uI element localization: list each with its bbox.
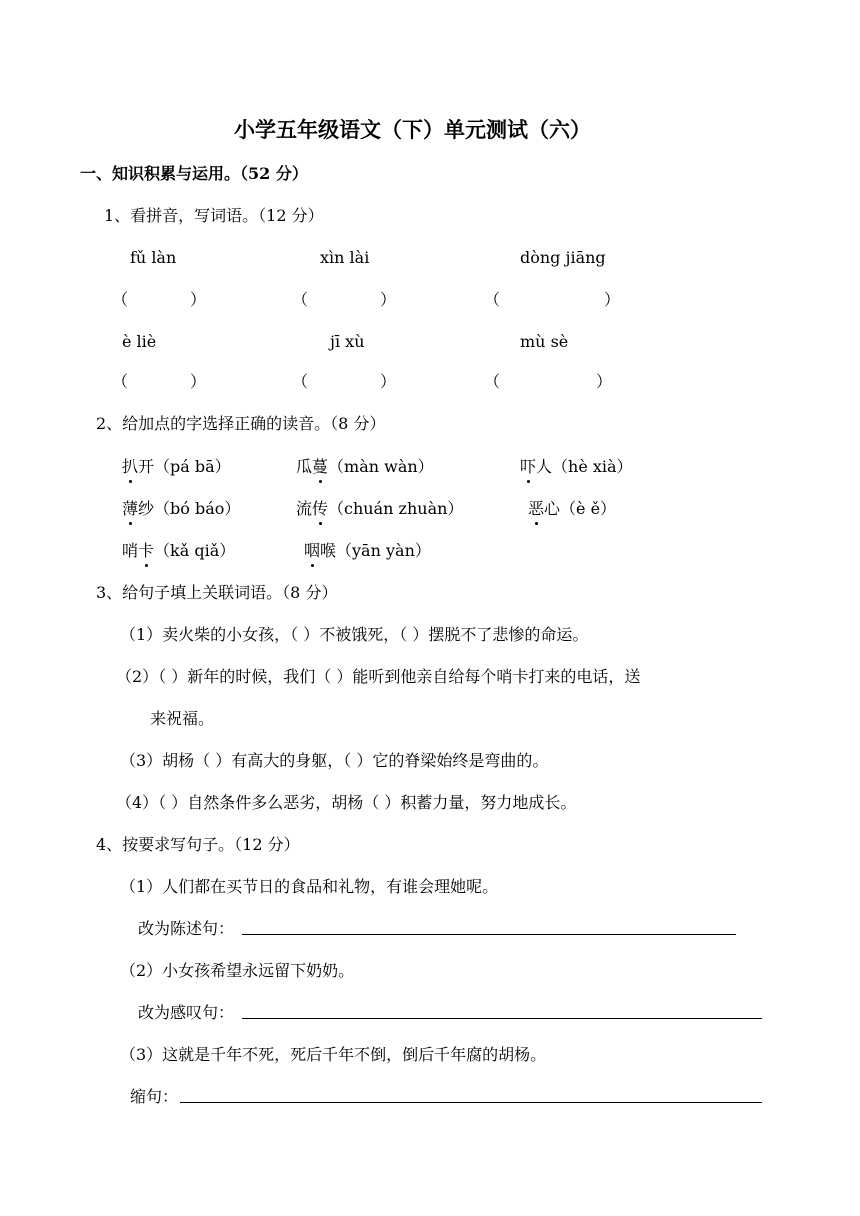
q4-sentence-3: （3）这就是千年不死，死后千年不倒，倒后千年腐的胡杨。	[120, 1045, 547, 1064]
q4-prompt-1: 改为陈述句：	[138, 919, 235, 938]
q3-sentence-3: （3）胡杨（ ）有高大的身躯，（ ）它的脊梁始终是弯曲的。	[120, 751, 549, 770]
reading-item: 咽喉（yān yàn）	[304, 541, 431, 560]
answer-box-6-close: ）	[596, 372, 613, 391]
answer-box-4-close: ）	[190, 372, 207, 391]
q4-prompt-2: 改为感叹句：	[138, 1003, 235, 1022]
answer-box-2-close: ）	[380, 290, 397, 309]
dotted-char: 蔓	[312, 457, 329, 476]
dotted-char: 咽	[304, 541, 321, 560]
answer-line-1[interactable]	[242, 934, 736, 935]
dotted-char: 薄	[122, 499, 139, 518]
dotted-char: 传	[312, 499, 329, 518]
answer-box-1-close: ）	[190, 290, 207, 309]
reading-item: 扒开（pá bā）	[122, 457, 231, 476]
dotted-char: 卡	[138, 541, 155, 560]
pinyin-2: xìn lài	[320, 248, 370, 267]
q3-sentence-4: （4）（ ）自然条件多么恶劣，胡杨（ ）积蓄力量，努力地成长。	[116, 793, 577, 812]
q1-heading: 1、看拼音，写词语。（12 分）	[104, 206, 324, 225]
q3-sentence-1: （1）卖火柴的小女孩，（ ）不被饿死，（ ）摆脱不了悲惨的命运。	[120, 625, 589, 644]
answer-box-3-open: （	[484, 290, 501, 309]
pinyin-1: fǔ làn	[130, 248, 177, 267]
dotted-char: 吓	[520, 457, 537, 476]
reading-item: 瓜蔓（màn wàn）	[296, 457, 434, 476]
answer-box-5-close: ）	[380, 372, 397, 391]
pinyin-4: è liè	[122, 332, 157, 351]
answer-box-5-open: （	[292, 372, 309, 391]
reading-item: 哨卡（kǎ qiǎ）	[122, 541, 236, 560]
q4-sentence-1: （1）人们都在买节日的食品和礼物，有谁会理她呢。	[120, 877, 499, 896]
section-heading: 一、知识积累与运用。（52 分）	[80, 164, 308, 183]
pinyin-6: mù sè	[520, 332, 569, 351]
q2-heading: 2、给加点的字选择正确的读音。（8 分）	[96, 414, 386, 433]
reading-item: 流传（chuán zhuàn）	[296, 499, 464, 518]
q3-sentence-2: （2）（ ）新年的时候，我们（ ）能听到他亲自给每个哨卡打来的电话，送	[116, 667, 641, 686]
q3-sentence-2-cont: 来祝福。	[150, 709, 215, 728]
page-title: 小学五年级语文（下）单元测试（六）	[234, 117, 591, 142]
answer-box-1-open: （	[112, 290, 129, 309]
answer-box-3-close: ）	[604, 290, 621, 309]
answer-line-3[interactable]	[180, 1102, 762, 1103]
reading-item: 薄纱（bó báo）	[122, 499, 241, 518]
answer-box-2-open: （	[292, 290, 309, 309]
q4-heading: 4、按要求写句子。（12 分）	[96, 835, 300, 854]
dotted-char: 扒	[122, 457, 139, 476]
pinyin-3: dòng jiāng	[520, 248, 606, 267]
answer-line-2[interactable]	[242, 1018, 762, 1019]
answer-box-4-open: （	[112, 372, 129, 391]
answer-box-6-open: （	[484, 372, 501, 391]
reading-item: 吓人（hè xià）	[520, 457, 633, 476]
q4-prompt-3: 缩句：	[130, 1087, 179, 1106]
q4-sentence-2: （2）小女孩希望永远留下奶奶。	[120, 961, 355, 980]
pinyin-5: jī xù	[330, 332, 365, 351]
q3-heading: 3、给句子填上关联词语。（8 分）	[96, 583, 338, 602]
dotted-char: 恶	[528, 499, 545, 518]
reading-item: 恶心（è ě）	[528, 499, 617, 518]
